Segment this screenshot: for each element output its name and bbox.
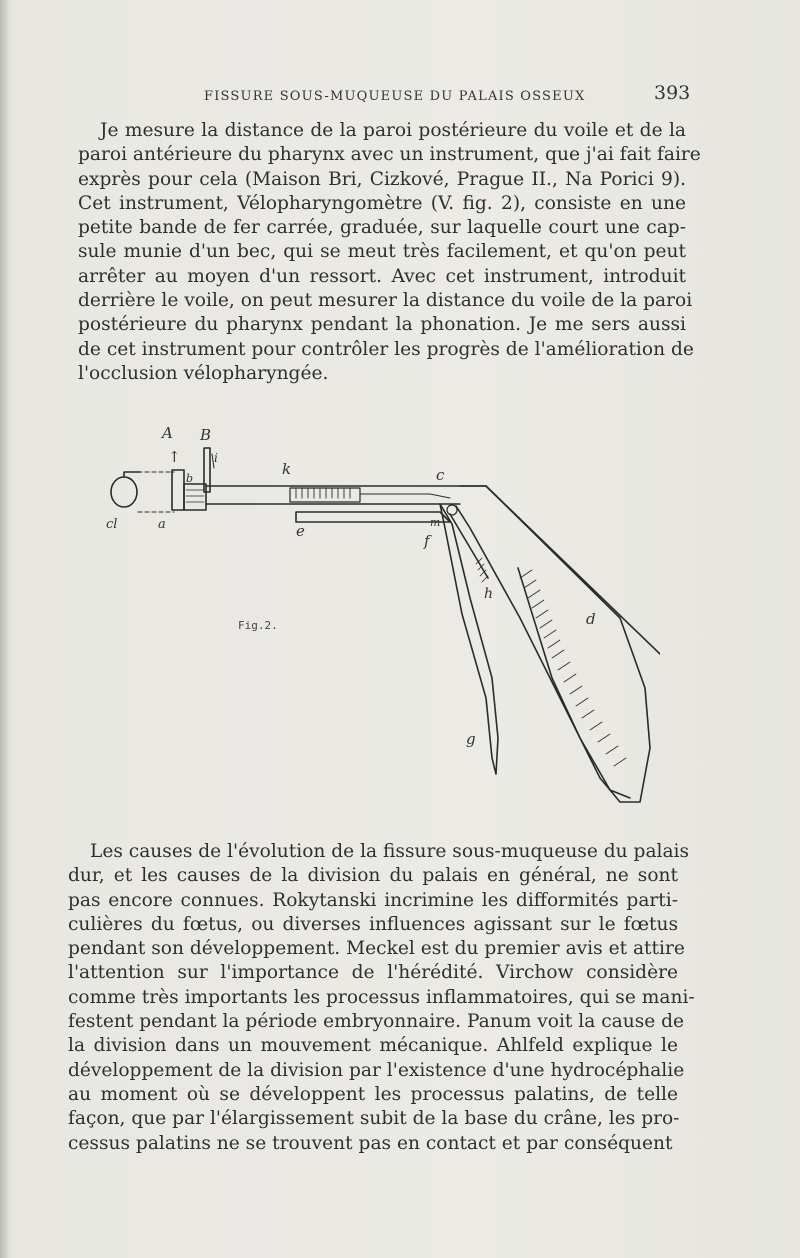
label-f: f <box>424 532 430 550</box>
label-m: m <box>430 516 441 529</box>
label-h: h <box>484 586 494 602</box>
text-line: sule munie d'un bec, qui se meut très facilement, et qu'on peut <box>78 241 686 263</box>
upper-jaw-edge <box>460 486 660 654</box>
text-line: développement de la division par l'existence d'une hydrocéphalie <box>68 1059 685 1081</box>
page-number: 393 <box>654 82 691 104</box>
text-line: cessus palatins ne se trouvent pas en contact et par conséquent <box>68 1132 673 1154</box>
label-k: k <box>282 460 292 478</box>
text-line: Les causes de l'évolution de la fissure sous-muqueuse du palais <box>90 841 690 862</box>
label-i: i <box>214 451 218 465</box>
text-line: postérieure du pharynx pendant la phonation. Je me sers aussi <box>78 314 686 336</box>
label-e: e <box>296 522 305 540</box>
text-line: arrêter au moyen d'un ressort. Avec cet instrument, introduit <box>78 265 686 287</box>
finger-ring <box>111 477 137 507</box>
page-gutter-shadow <box>0 0 10 1258</box>
label-cl: cl <box>106 517 118 532</box>
text-line: Je mesure la distance de la paroi postérieure du voile et de la <box>100 120 686 141</box>
text-line: petite bande de fer carrée, graduée, sur laquelle court une cap- <box>78 217 686 239</box>
label-d: d <box>586 610 596 628</box>
figure-caption: Fig.2. <box>238 619 278 632</box>
slide-bar <box>296 512 450 522</box>
text-line: festent pendant la période embryonnaire. Panum voit la cause de <box>68 1011 685 1033</box>
handle-leg-d <box>456 486 650 802</box>
label-c: c <box>436 466 445 484</box>
text-line: exprès pour cela (Maison Bri, Cizkové, Prague II., Na Porici 9). <box>78 168 686 190</box>
label-b-small: b <box>186 472 194 485</box>
label-g: g <box>466 730 476 748</box>
label-a: a <box>158 517 166 532</box>
arrow-up: ↑ <box>168 448 181 466</box>
paragraph-instrument-description <box>78 119 701 386</box>
text-line: l'attention sur l'importance de l'hérédité. Virchow considère <box>68 962 678 984</box>
ring-stem <box>124 472 140 477</box>
paragraph-causes <box>68 840 695 1156</box>
running-title: FISSURE SOUS-MUQUEUSE DU PALAIS OSSEUX <box>204 89 586 104</box>
text-line: culières du fœtus, ou diverses influences agissant sur le fœtus <box>68 913 678 935</box>
label-A: A <box>162 424 173 442</box>
text-line: façon, que par l'élargissement subit de la base du crâne, les pro- <box>68 1108 680 1130</box>
label-B: B <box>200 426 212 444</box>
text-line: derrière le voile, on peut mesurer la distance du voile de la paroi <box>78 290 693 312</box>
text-line: pas encore connues. Rokytanski incrimine les difformités parti- <box>68 889 678 911</box>
text-line: la division dans un mouvement mécanique. Ahlfeld explique le <box>68 1035 678 1057</box>
text-line: dur, et les causes de la division du palais en général, ne sont <box>68 865 678 887</box>
text-line: paroi antérieure du pharynx avec un instrument, que j'ai fait faire <box>78 144 701 166</box>
text-line: au moment où se développent les processus palatins, de telle <box>68 1083 678 1105</box>
text-line: Cet instrument, Vélopharyngomètre (V. fig. 2), consiste en une <box>78 192 686 214</box>
text-line: de cet instrument pour contrôler les progrès de l'amélioration de <box>78 338 694 360</box>
text-line: comme très importants les processus inflammatoires, qui se mani- <box>68 986 695 1008</box>
capsule-block <box>172 470 184 510</box>
text-line: l'occlusion vélopharyngée. <box>78 362 329 384</box>
velopharyngometer-illustration <box>100 418 660 818</box>
text-line: pendant son développement. Meckel est du premier avis et attire <box>68 938 685 960</box>
